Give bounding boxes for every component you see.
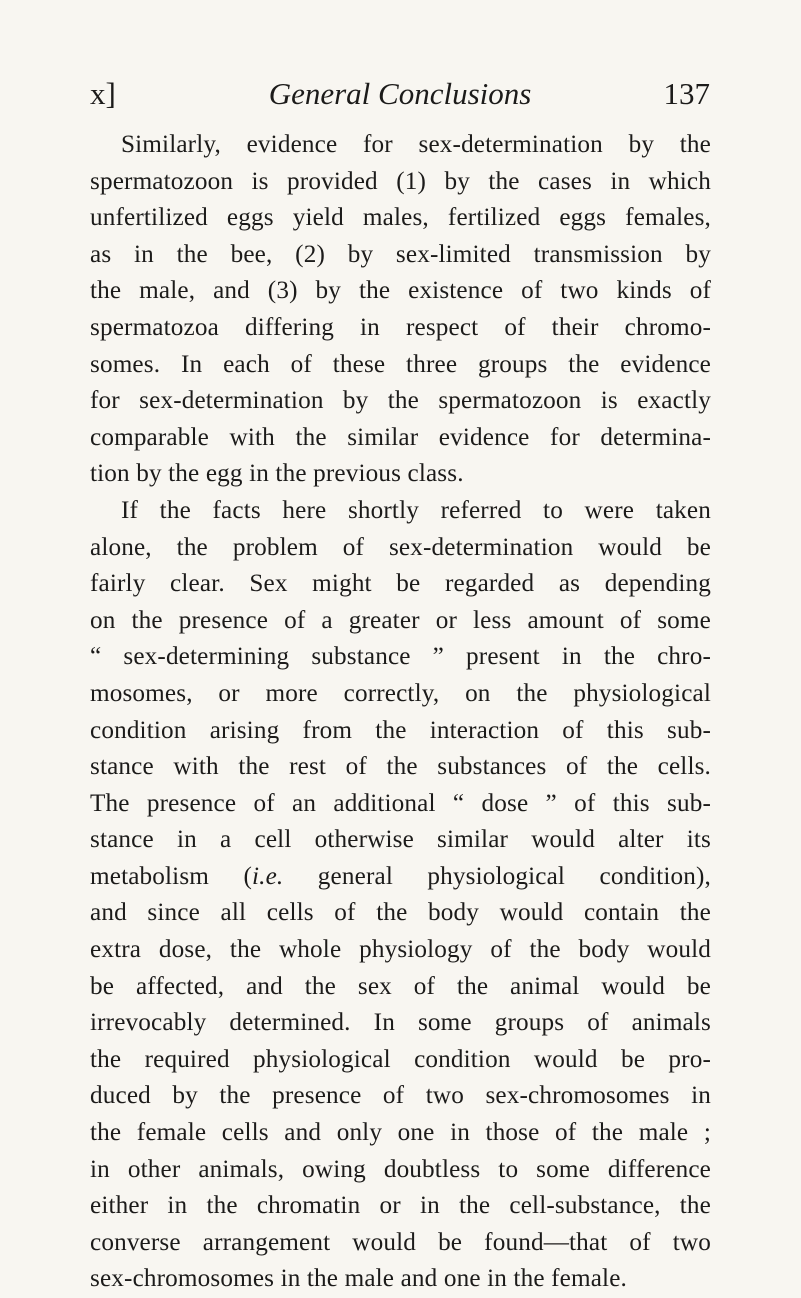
text-line: duced by the presence of two sex-chromosomes in [90, 1082, 711, 1110]
text-line: the female cells and only one in those of the male ; [90, 1119, 711, 1147]
text-line: irrevocably determined. In some groups of animals [90, 1009, 711, 1037]
body-text [90, 127, 711, 1298]
text-line: converse arrangement would be found—that of two [90, 1228, 711, 1256]
text-line: If the facts here shortly referred to were taken [121, 496, 711, 524]
text-line: “ sex-determining substance ” present in the chro- [90, 643, 711, 671]
text-line: fairly clear. Sex might be regarded as depending [90, 570, 711, 598]
text-line: Similarly, evidence for sex-determination by the [121, 131, 711, 158]
text-line: as in the bee, (2) by sex-limited transmission by [90, 240, 711, 268]
text-line: spermatozoon is provided (1) by the cases in which [90, 167, 711, 195]
text-line: in other animals, owing doubtless to some difference [90, 1155, 711, 1183]
page-number: 137 [663, 76, 710, 111]
chapter-marker: x] [90, 76, 116, 111]
text-line: The presence of an additional “ dose ” of this sub- [90, 789, 711, 817]
text-line: mosomes, or more correctly, on the physiological [90, 679, 711, 707]
text-line: comparable with the similar evidence for determina- [90, 423, 711, 451]
text-line: stance with the rest of the substances of the cells. [90, 753, 711, 781]
text-line: be affected, and the sex of the animal would be [90, 972, 711, 1000]
text-line: and since all cells of the body would contain the [90, 899, 711, 927]
text-line: sex-chromosomes in the male and one in the female. [90, 1265, 627, 1293]
text-line: spermatozoa differing in respect of their chromo- [90, 313, 711, 341]
text-line: extra dose, the whole physiology of the body would [90, 936, 711, 964]
text-line: condition arising from the interaction of this sub- [90, 716, 711, 744]
text-line: either in the chromatin or in the cell-substance, the [90, 1192, 711, 1220]
text-line: the male, and (3) by the existence of two kinds of [90, 277, 711, 305]
text-line: tion by the egg in the previous class. [90, 460, 464, 488]
text-line: metabolism (i.e. general physiological condition), [90, 862, 711, 890]
text-line: somes. In each of these three groups the evidence [90, 350, 711, 378]
text-line: the required physiological condition would be pro- [90, 1045, 711, 1073]
text-line: for sex-determination by the spermatozoon is exactly [90, 387, 711, 415]
running-header [90, 74, 710, 114]
text-line: unfertilized eggs yield males, fertilized eggs females, [90, 204, 711, 232]
text-line: stance in a cell otherwise similar would alter its [90, 826, 711, 854]
text-line: on the presence of a greater or less amount of some [90, 606, 711, 634]
text-line: alone, the problem of sex-determination would be [90, 533, 711, 561]
running-title: General Conclusions [268, 76, 532, 111]
